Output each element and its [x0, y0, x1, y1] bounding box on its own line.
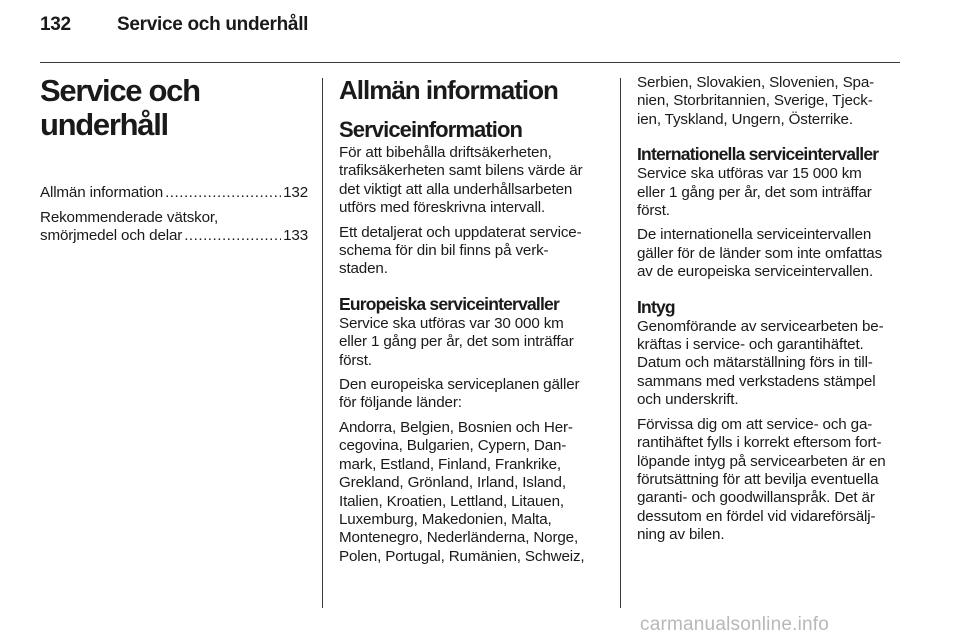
section-title: Allmän information [339, 75, 558, 105]
chapter-column [40, 74, 308, 252]
european-paragraph [339, 376, 607, 413]
toc-leader-dots [165, 184, 281, 202]
international-paragraph [637, 226, 905, 281]
service-info-heading: Serviceinformation [339, 117, 523, 142]
text-line: Grekland, Grönland, Irland, Island, [339, 474, 566, 492]
text-line: Italien, Kroatien, Lettland, Litauen, [339, 492, 564, 510]
text-line: gäller för de länder som inte omfattas [637, 244, 883, 262]
intyg-paragraph [637, 318, 905, 410]
text-line: eller 1 gång per år, det som inträffar [339, 333, 574, 351]
text-line: löpande intyg på servicearbeten är en [637, 452, 886, 470]
toc-entry-label: smörjmedel och delar [40, 227, 183, 244]
service-info-paragraph [339, 224, 607, 279]
text-line: för följande länder: [339, 394, 462, 412]
toc-entry-label: Rekommenderade vätskor, [40, 209, 219, 226]
text-line: Polen, Portugal, Rumänien, Schweiz, [339, 547, 585, 565]
text-line: eller 1 gång per år, det som inträffar [637, 183, 872, 201]
content-column-3 [637, 74, 905, 551]
text-line: För att bibehålla driftsäkerheten, [339, 144, 552, 161]
toc-leader-dots [184, 227, 281, 245]
table-of-contents [40, 184, 308, 245]
text-line: kräftas i service- och garantihäftet. [637, 336, 864, 354]
text-line: och underskrift. [637, 391, 739, 409]
text-line: De internationella serviceintervallen [637, 226, 872, 244]
text-line: sammans med verkstadens stämpel [637, 372, 876, 390]
text-line: rantihäftet fylls i korrekt eftersom fort- [637, 434, 882, 452]
text-line: det viktigt att alla underhållsarbeten [339, 180, 573, 198]
european-country-list [339, 419, 607, 566]
text-line: staden. [339, 260, 388, 278]
service-info-paragraph [339, 144, 607, 218]
chapter-title: Service och underhåll [40, 73, 200, 142]
text-line: Ett detaljerat och uppdaterat service- [339, 223, 582, 241]
page-number: 132 [40, 14, 71, 35]
text-line: dessutom en fördel vid vidareförsälj- [637, 507, 876, 525]
text-line: trafiksäkerheten samt bilens värde är [339, 162, 583, 180]
column-divider-2 [620, 78, 621, 608]
text-line: först. [339, 351, 372, 369]
intyg-paragraph [637, 416, 905, 545]
content-column-2 [339, 74, 607, 572]
international-paragraph [637, 165, 905, 220]
column-divider-1 [322, 78, 323, 608]
text-line: garanti- och goodwillanspråk. Det är [637, 489, 875, 507]
toc-page-number: 132 [283, 184, 308, 201]
text-line: Service ska utföras var 15 000 km [637, 165, 862, 183]
intyg-heading: Intyg [637, 296, 675, 317]
text-line: mark, Estland, Finland, Frankrike, [339, 455, 561, 473]
european-heading: Europeiska serviceintervaller [339, 293, 559, 314]
text-line: av de europeiska serviceintervallen. [637, 263, 874, 281]
text-line: Service ska utföras var 30 000 km [339, 314, 564, 332]
international-heading: Internationella serviceintervaller [637, 144, 879, 165]
text-line: Serbien, Slovakien, Slovenien, Spa- [637, 74, 875, 91]
text-line: Genomförande av servicearbeten be- [637, 317, 884, 335]
text-line: ien, Tyskland, Ungern, Österrike. [637, 110, 853, 128]
text-line: Den europeiska serviceplanen gäller [339, 376, 580, 394]
running-header-title: Service och underhåll [117, 14, 309, 35]
text-line: Luxemburg, Makedonien, Malta, [339, 510, 552, 528]
text-line: förutsättning för att bevilja eventuella [637, 470, 879, 488]
toc-entry-label: Allmän information [40, 184, 164, 201]
watermark: carmanualsonline.info [640, 614, 830, 635]
toc-entry-fluids[interactable] [40, 209, 308, 245]
header-rule [40, 62, 900, 63]
toc-entry-general[interactable] [40, 184, 308, 202]
text-line: Andorra, Belgien, Bosnien och Her- [339, 418, 573, 436]
european-country-list-continued [637, 74, 905, 129]
text-line: Montenegro, Nederländerna, Norge, [339, 529, 579, 547]
toc-page-number: 133 [283, 227, 308, 244]
text-line: utförs med föreskrivna intervall. [339, 199, 546, 217]
text-line: Förvissa dig om att service- och ga- [637, 415, 873, 433]
text-line: först. [637, 202, 670, 220]
text-line: cegovina, Bulgarien, Cypern, Dan- [339, 437, 567, 455]
european-paragraph [339, 315, 607, 370]
text-line: ning av bilen. [637, 526, 725, 544]
text-line: nien, Storbritannien, Sverige, Tjeck- [637, 92, 873, 110]
text-line: Datum och mätarställning förs in till- [637, 354, 873, 372]
text-line: schema för din bil finns på verk- [339, 242, 549, 260]
